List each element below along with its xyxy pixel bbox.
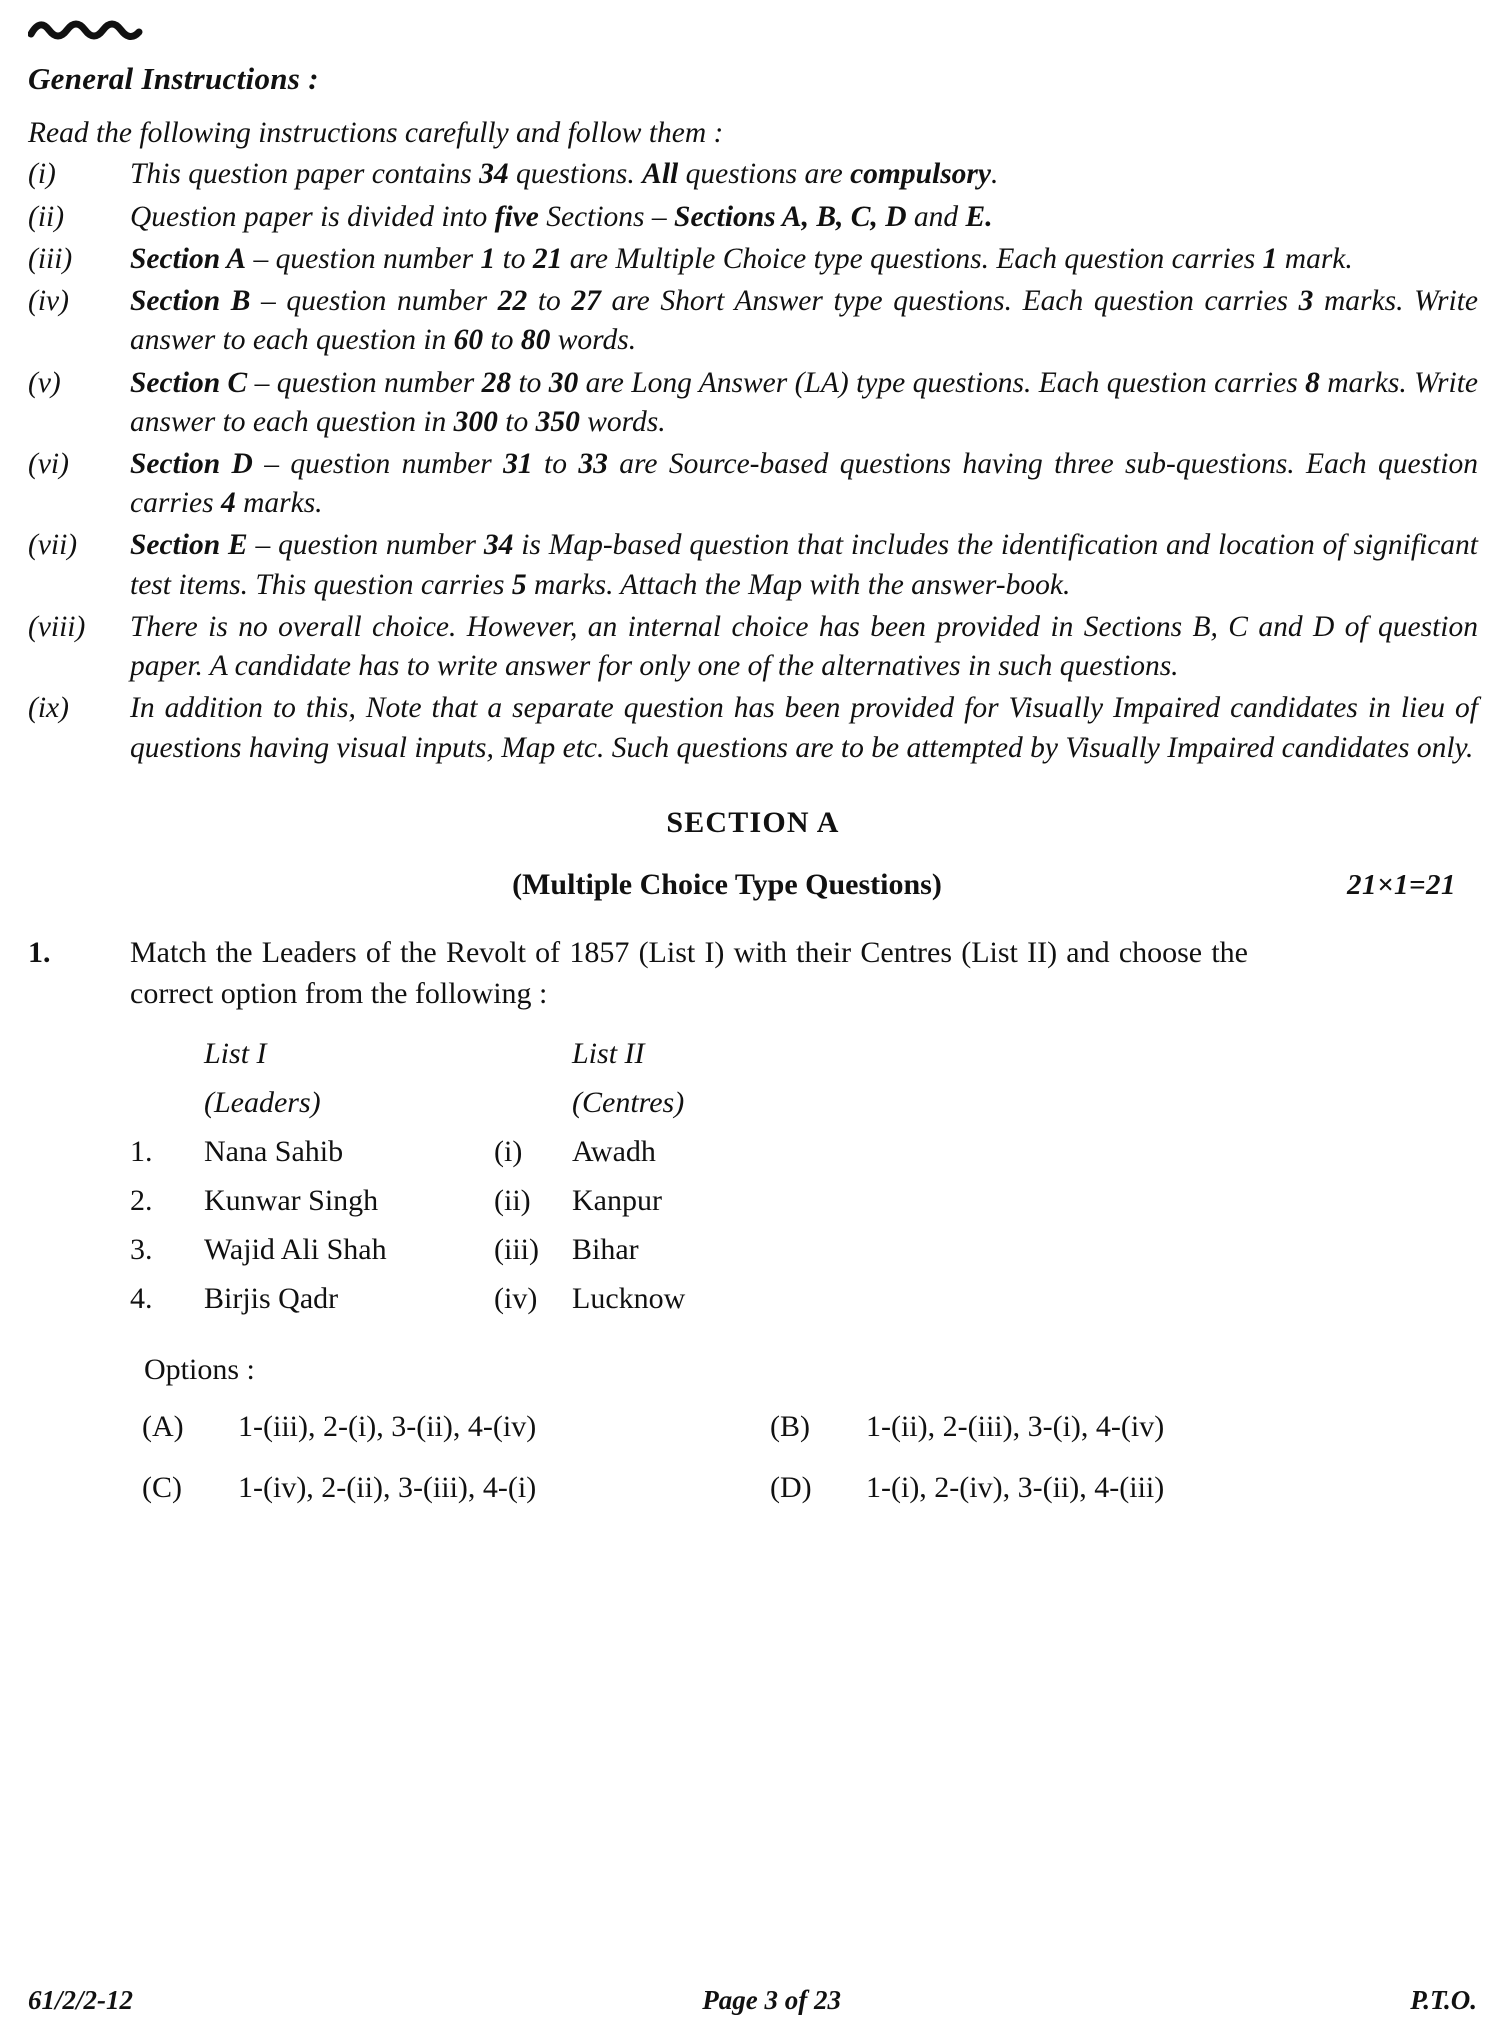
mcq-subtitle: (Multiple Choice Type Questions) xyxy=(512,867,942,901)
match-table xyxy=(130,1029,832,1323)
instruction-number: (vi) xyxy=(28,447,69,480)
option-d-key: (D) xyxy=(770,1471,812,1505)
instruction-item xyxy=(28,198,1478,237)
subheader-blank-2 xyxy=(494,1078,572,1127)
instruction-item xyxy=(28,608,1478,686)
option-c-key: (C) xyxy=(142,1471,182,1505)
instruction-number: (v) xyxy=(28,366,61,399)
instruction-text: In addition to this, Note that a separate question has been provided for Visually Impaired candidates in lieu of questions having visual inputs, Map etc. Such questions are to be attempted by Visually Impaired candidates only. xyxy=(130,692,1478,764)
row-index: 4. xyxy=(130,1281,153,1315)
question-1-body xyxy=(130,932,1478,1529)
centre-name: Kanpur xyxy=(572,1183,662,1217)
instruction-item xyxy=(28,282,1478,360)
subheader-blank xyxy=(130,1078,204,1127)
paper-code: 61/2/2-12 xyxy=(28,1985,133,2015)
table-subheader-row xyxy=(130,1078,832,1127)
instruction-text: Section C – question number 28 to 30 are Long Answer (LA) type questions. Each question carries 8 marks. Write answer to each question in 300 to 350 words. xyxy=(130,366,1478,438)
section-a-heading: SECTION A xyxy=(666,805,840,839)
question-1-stem: Match the Leaders of the Revolt of 1857 (List I) with their Centres (List II) and choose the correct option from the following : xyxy=(130,935,1248,1011)
centre-index: (ii) xyxy=(494,1183,531,1217)
option-d-text: 1-(i), 2-(iv), 3-(ii), 4-(iii) xyxy=(866,1471,1165,1505)
table-row xyxy=(130,1225,832,1274)
row-index: 3. xyxy=(130,1232,153,1266)
option-b-text: 1-(ii), 2-(iii), 3-(i), 4-(iv) xyxy=(866,1410,1165,1444)
instruction-number: (vii) xyxy=(28,529,78,562)
row-index: 2. xyxy=(130,1183,153,1217)
instruction-number: (iii) xyxy=(28,242,73,275)
instructions-lead-text: Read the following instructions carefully and follow them : xyxy=(28,117,724,150)
centre-index: (i) xyxy=(494,1134,523,1168)
instruction-item xyxy=(28,526,1478,604)
instruction-text: Section D – question number 31 to 33 are Source-based questions having three sub-questions. Each question carries 4 marks. xyxy=(130,447,1479,520)
options-label: Options : xyxy=(144,1352,255,1386)
options-row-1 xyxy=(130,1406,1478,1447)
centre-index: (iii) xyxy=(494,1232,539,1266)
question-1-number: 1. xyxy=(28,935,51,969)
instruction-text: There is no overall choice. However, an internal choice has been provided in Sections B, C and D of question paper. A candidate has to write answer for only one of the alternatives in such questions. xyxy=(130,610,1478,683)
wavy-rule-icon xyxy=(28,12,148,46)
section-a-subtitle-row xyxy=(28,868,1478,902)
option-a[interactable] xyxy=(130,1406,758,1447)
instruction-number: (ix) xyxy=(28,692,69,725)
leader-name: Wajid Ali Shah xyxy=(204,1232,387,1266)
instruction-number: (iv) xyxy=(28,285,69,318)
options-group xyxy=(130,1406,1478,1509)
option-b-key: (B) xyxy=(770,1410,810,1444)
header-blank-2 xyxy=(494,1029,572,1078)
general-instructions-heading: General Instructions : xyxy=(28,61,319,96)
instruction-list xyxy=(28,155,1478,768)
instruction-text: Question paper is divided into five Sections – Sections A, B, C, D and E. xyxy=(130,200,993,233)
centre-name: Bihar xyxy=(572,1232,639,1266)
instruction-item xyxy=(28,689,1478,767)
instruction-text: Section B – question number 22 to 27 are Short Answer type questions. Each question carries 3 marks. Write answer to each question in 60 to 80 words. xyxy=(130,285,1479,357)
table-row xyxy=(130,1176,832,1225)
instruction-text: Section E – question number 34 is Map-based question that includes the identification and location of significant test items. This question carries 5 marks. Attach the Map with the answer-book. xyxy=(130,529,1478,601)
match-table-body xyxy=(130,1127,832,1323)
instruction-item xyxy=(28,364,1478,442)
option-d[interactable] xyxy=(758,1467,1478,1508)
option-b[interactable] xyxy=(758,1406,1478,1447)
list1-subtitle: (Leaders) xyxy=(204,1085,321,1119)
instruction-item xyxy=(28,445,1478,523)
leader-name: Birjis Qadr xyxy=(204,1281,339,1315)
leader-name: Nana Sahib xyxy=(204,1134,344,1168)
question-1 xyxy=(28,932,1478,1529)
centre-name: Lucknow xyxy=(572,1281,686,1315)
instruction-text: This question paper contains 34 questions. All questions are compulsory. xyxy=(130,158,999,191)
instruction-number: (viii) xyxy=(28,610,86,643)
page-number: Page 3 of 23 xyxy=(702,1985,841,2015)
instruction-item xyxy=(28,240,1478,279)
centre-name: Awadh xyxy=(572,1134,656,1168)
instruction-number: (ii) xyxy=(28,200,65,233)
instruction-text: Section A – question number 1 to 21 are Multiple Choice type questions. Each question carries 1 mark. xyxy=(130,242,1353,275)
section-a-marks: 21×1=21 xyxy=(1346,868,1456,901)
centre-index: (iv) xyxy=(494,1281,538,1315)
option-a-text: 1-(iii), 2-(i), 3-(ii), 4-(iv) xyxy=(238,1410,537,1444)
page-content xyxy=(28,62,1478,1529)
list1-title: List I xyxy=(204,1036,267,1070)
list2-title: List II xyxy=(572,1036,645,1070)
page-footer xyxy=(28,1985,1477,2016)
header-blank xyxy=(130,1029,204,1078)
list2-subtitle: (Centres) xyxy=(572,1085,685,1119)
option-c-text: 1-(iv), 2-(ii), 3-(iii), 4-(i) xyxy=(238,1471,537,1505)
table-row xyxy=(130,1127,832,1176)
table-row xyxy=(130,1274,832,1323)
option-c[interactable] xyxy=(130,1467,758,1508)
option-a-key: (A) xyxy=(142,1410,184,1444)
pto-label: P.T.O. xyxy=(1410,1985,1477,2015)
row-index: 1. xyxy=(130,1134,153,1168)
instruction-number: (i) xyxy=(28,158,56,191)
leader-name: Kunwar Singh xyxy=(204,1183,379,1217)
table-header-row xyxy=(130,1029,832,1078)
options-row-2 xyxy=(130,1467,1478,1508)
instruction-item xyxy=(28,155,1478,194)
